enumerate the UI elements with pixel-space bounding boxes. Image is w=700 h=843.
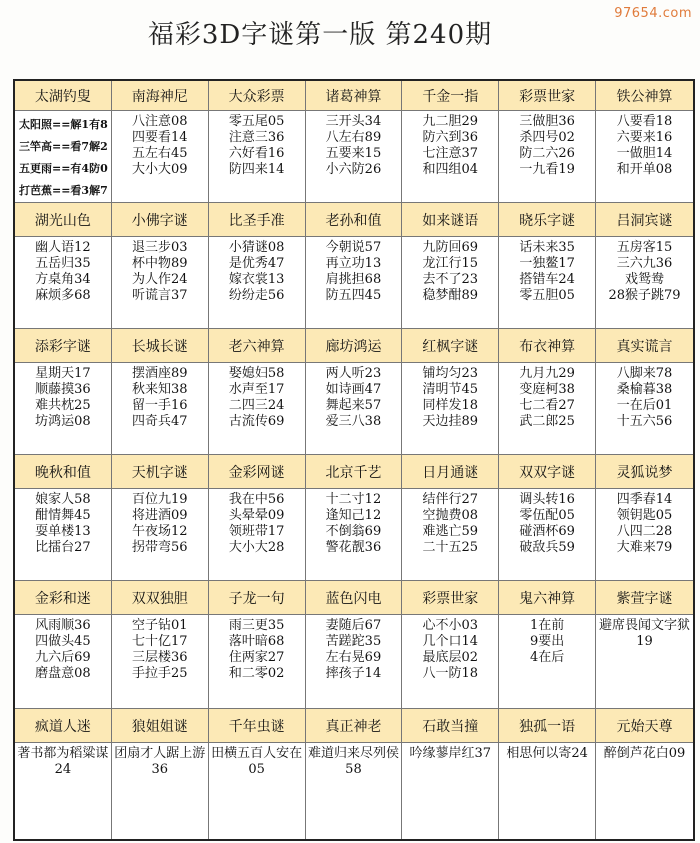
puzzle-line: 19	[636, 634, 653, 650]
puzzle-cell	[402, 489, 499, 580]
puzzle-cell	[596, 237, 693, 328]
puzzle-line: 和开单08	[616, 162, 673, 177]
puzzle-cell	[15, 237, 112, 328]
content-row	[15, 237, 693, 328]
puzzle-line: 龙江行15	[422, 256, 479, 271]
puzzle-line: 是优秀47	[228, 256, 285, 271]
column-header: 真实谎言	[596, 329, 693, 363]
header-row	[15, 203, 693, 237]
puzzle-line: 五房客15	[616, 240, 673, 255]
puzzle-line: 话未来35	[519, 240, 575, 255]
puzzle-cell	[15, 111, 112, 202]
puzzle-line: 午夜场12	[131, 524, 188, 540]
puzzle-line: 苦蹉跎35	[325, 634, 382, 650]
puzzle-cell	[112, 111, 209, 202]
puzzle-cell	[596, 363, 693, 454]
content-row	[15, 111, 693, 202]
header-row	[15, 329, 693, 363]
puzzle-line: 团扇才人踞上游36	[114, 746, 206, 778]
puzzle-line: 十二寸12	[325, 492, 382, 508]
puzzle-line: 六要来16	[616, 130, 673, 145]
column-header: 布衣神算	[499, 329, 596, 363]
puzzle-line: 星期天17	[35, 366, 91, 382]
column-header: 南海神尼	[112, 81, 209, 111]
column-header: 真正神老	[306, 709, 403, 743]
puzzle-line: 同样发18	[422, 398, 479, 414]
column-header: 元始天尊	[596, 709, 693, 743]
puzzle-line: 头晕晕09	[228, 508, 285, 524]
site-watermark: 97654.com	[614, 6, 692, 21]
puzzle-line: 杯中物89	[131, 256, 188, 271]
puzzle-line: 二四三24	[228, 398, 285, 414]
content-row	[15, 363, 693, 454]
puzzle-line: 一独鳌17	[519, 256, 575, 271]
puzzle-line: 听谎言37	[131, 288, 188, 303]
puzzle-cell	[112, 489, 209, 580]
puzzle-line: 调头转16	[519, 492, 575, 508]
puzzle-line: 为人作24	[131, 272, 188, 287]
puzzle-cell	[209, 489, 306, 580]
puzzle-line: 三竿高==看7解2	[19, 140, 108, 153]
header-row	[15, 81, 693, 111]
puzzle-line: 五要来15	[325, 146, 382, 161]
column-header: 吕洞宾谜	[596, 203, 693, 237]
puzzle-cell	[306, 237, 403, 328]
puzzle-line: 注意三36	[228, 130, 285, 145]
puzzle-line: 领钥匙05	[616, 508, 673, 524]
puzzle-cell	[499, 363, 596, 454]
puzzle-line: 大难来79	[616, 540, 673, 556]
column-header: 大众彩票	[209, 81, 306, 111]
column-header: 湖光山色	[15, 203, 112, 237]
puzzle-line: 去不了23	[422, 272, 479, 287]
table-block	[15, 581, 693, 709]
puzzle-line: 田横五百人安在05	[211, 746, 303, 778]
column-header: 红枫字谜	[402, 329, 499, 363]
puzzle-line: 八脚来78	[616, 366, 673, 382]
puzzle-line: 9要出	[530, 634, 565, 650]
puzzle-cell	[15, 615, 112, 708]
puzzle-line: 爱三八38	[325, 414, 382, 430]
column-header: 日月通谜	[402, 455, 499, 489]
puzzle-line: 秋来知38	[131, 382, 188, 398]
puzzle-cell	[15, 743, 112, 839]
column-header: 金彩网谜	[209, 455, 306, 489]
puzzle-line: 退三步03	[131, 240, 188, 255]
puzzle-cell	[596, 615, 693, 708]
column-header: 晓乐字谜	[499, 203, 596, 237]
puzzle-line: 舞起来57	[325, 398, 382, 414]
table-block	[15, 203, 693, 329]
puzzle-line: 四奇兵47	[131, 414, 188, 430]
column-header: 彩票世家	[402, 581, 499, 615]
puzzle-line: 避席畏闻文字狱	[598, 618, 690, 634]
puzzle-line: 难逃亡59	[422, 524, 479, 540]
column-header: 太湖钓叟	[15, 81, 112, 111]
puzzle-line: 六好看16	[228, 146, 285, 161]
content-row	[15, 615, 693, 708]
puzzle-line: 九防回69	[422, 240, 479, 255]
puzzle-line: 清明节45	[422, 382, 479, 398]
puzzle-line: 戏鸳鸯	[624, 272, 664, 287]
puzzle-line: 酣情舞45	[35, 508, 91, 524]
puzzle-line: 百位九19	[131, 492, 188, 508]
puzzle-line: 妻随后67	[325, 618, 382, 634]
puzzle-line: 小六防26	[325, 162, 382, 177]
puzzle-line: 住两家27	[228, 650, 285, 666]
puzzle-cell	[402, 111, 499, 202]
puzzle-cell	[402, 237, 499, 328]
content-row	[15, 489, 693, 580]
puzzle-line: 五更雨==有4防0	[19, 162, 108, 175]
puzzle-line: 三做胆36	[519, 114, 575, 129]
column-header: 长城长谜	[112, 329, 209, 363]
column-header: 小佛字谜	[112, 203, 209, 237]
puzzle-line: 难共枕25	[35, 398, 91, 414]
column-header: 灵狐说梦	[596, 455, 693, 489]
puzzle-line: 娶媳妇58	[228, 366, 285, 382]
column-header: 添彩字谜	[15, 329, 112, 363]
puzzle-line: 再立功13	[325, 256, 382, 271]
puzzle-line: 零五尾05	[228, 114, 285, 129]
puzzle-line: 肩挑担68	[325, 272, 382, 287]
column-header: 老孙和值	[306, 203, 403, 237]
puzzle-line: 我在中56	[228, 492, 285, 508]
puzzle-line: 和二零02	[228, 666, 285, 682]
puzzle-line: 娘家人58	[35, 492, 91, 508]
column-header: 晚秋和值	[15, 455, 112, 489]
table-block	[15, 455, 693, 581]
puzzle-cell	[306, 615, 403, 708]
puzzle-line: 三层楼36	[131, 650, 188, 666]
puzzle-line: 空抛费08	[422, 508, 479, 524]
puzzle-line: 大小大09	[131, 162, 188, 177]
puzzle-line: 和四组04	[422, 162, 479, 177]
header-row	[15, 455, 693, 489]
puzzle-table	[13, 79, 695, 841]
puzzle-cell	[499, 489, 596, 580]
puzzle-line: 今朝说57	[325, 240, 382, 255]
puzzle-line: 五左右45	[131, 146, 188, 161]
puzzle-line: 一在后01	[616, 398, 673, 414]
puzzle-cell	[112, 743, 209, 839]
puzzle-line: 纷纷走56	[228, 288, 285, 303]
puzzle-line: 七十亿17	[131, 634, 188, 650]
table-block	[15, 329, 693, 455]
column-header: 疯道人迷	[15, 709, 112, 743]
puzzle-line: 警花靓36	[325, 540, 382, 556]
puzzle-line: 八一防18	[422, 666, 479, 682]
puzzle-line: 相思何以寄24	[506, 746, 588, 762]
puzzle-line: 幽人语12	[35, 240, 91, 255]
puzzle-line: 铺均匀23	[422, 366, 479, 382]
table-block	[15, 709, 693, 839]
puzzle-cell	[499, 111, 596, 202]
puzzle-line: 天边挂89	[422, 414, 479, 430]
puzzle-line: 防六到36	[422, 130, 479, 145]
puzzle-line: 小猜谜08	[228, 240, 285, 255]
puzzle-line: 比擂台27	[35, 540, 91, 556]
puzzle-line: 1在前	[530, 618, 565, 634]
puzzle-cell	[209, 743, 306, 839]
puzzle-line: 顺藤摸36	[35, 382, 91, 398]
column-header: 诸葛神算	[306, 81, 403, 111]
puzzle-cell	[112, 237, 209, 328]
puzzle-line: 四季春14	[616, 492, 673, 508]
puzzle-line: 七注意37	[422, 146, 479, 161]
puzzle-line: 醉倒芦花白09	[603, 746, 686, 762]
header-row	[15, 581, 693, 615]
puzzle-cell	[499, 615, 596, 708]
puzzle-line: 结伴行27	[422, 492, 479, 508]
puzzle-line: 左右晃69	[325, 650, 382, 666]
puzzle-cell	[112, 363, 209, 454]
puzzle-line: 逢知己12	[325, 508, 382, 524]
puzzle-cell	[499, 237, 596, 328]
column-header: 彩票世家	[499, 81, 596, 111]
column-header: 千年虫谜	[209, 709, 306, 743]
header-row	[15, 709, 693, 743]
puzzle-line: 九月九29	[519, 366, 575, 382]
puzzle-line: 磨盘意08	[35, 666, 91, 682]
table-block	[15, 81, 693, 203]
puzzle-cell	[596, 489, 693, 580]
puzzle-line: 防五四45	[325, 288, 382, 303]
column-header: 独孤一语	[499, 709, 596, 743]
puzzle-line: 领班带17	[228, 524, 285, 540]
column-header: 蓝色闪电	[306, 581, 403, 615]
puzzle-line: 空子钻01	[131, 618, 188, 634]
puzzle-line: 雨三更35	[228, 618, 285, 634]
column-header: 双双独胆	[112, 581, 209, 615]
puzzle-line: 二十五25	[422, 540, 479, 556]
puzzle-line: 难道归来尽列侯58	[307, 746, 399, 778]
puzzle-line: 古流传69	[228, 414, 285, 430]
column-header: 金彩和迷	[15, 581, 112, 615]
puzzle-line: 打芭蕉==看3解7	[19, 184, 108, 197]
puzzle-cell	[596, 743, 693, 839]
puzzle-line: 五岳归35	[35, 256, 91, 271]
puzzle-line: 搭错车24	[519, 272, 575, 287]
puzzle-cell	[15, 363, 112, 454]
puzzle-line: 八注意08	[131, 114, 188, 129]
puzzle-cell	[499, 743, 596, 839]
puzzle-line: 防二六26	[519, 146, 575, 161]
puzzle-line: 十五六56	[616, 414, 673, 430]
puzzle-cell	[402, 743, 499, 839]
puzzle-line: 零五胆05	[519, 288, 575, 303]
puzzle-line: 最底层02	[422, 650, 479, 666]
puzzle-line: 不倒翁69	[325, 524, 382, 540]
puzzle-cell	[209, 237, 306, 328]
puzzle-cell	[306, 363, 403, 454]
column-header: 鬼六神算	[499, 581, 596, 615]
puzzle-line: 桑榆暮38	[616, 382, 673, 398]
puzzle-line: 三六九36	[616, 256, 673, 271]
column-header: 紫萱字谜	[596, 581, 693, 615]
puzzle-line: 一九看19	[519, 162, 575, 177]
column-header: 北京千艺	[306, 455, 403, 489]
puzzle-line: 防四来14	[228, 162, 285, 177]
puzzle-line: 碰酒杯69	[519, 524, 575, 540]
column-header: 狼姐姐谜	[112, 709, 209, 743]
puzzle-line: 落叶暗68	[228, 634, 285, 650]
puzzle-line: 心不小03	[422, 618, 479, 634]
puzzle-line: 大小大28	[228, 540, 285, 556]
column-header: 千金一指	[402, 81, 499, 111]
puzzle-line: 风雨顺36	[35, 618, 91, 634]
puzzle-cell	[209, 111, 306, 202]
puzzle-line: 吟缘蓼岸红37	[409, 746, 492, 762]
puzzle-cell	[306, 111, 403, 202]
puzzle-line: 三开头34	[325, 114, 382, 129]
puzzle-line: 一做胆14	[616, 146, 673, 161]
puzzle-line: 八四二28	[616, 524, 673, 540]
puzzle-cell	[209, 363, 306, 454]
puzzle-cell	[402, 363, 499, 454]
puzzle-line: 武二郎25	[519, 414, 575, 430]
column-header: 天机字谜	[112, 455, 209, 489]
puzzle-line: 八左右89	[325, 130, 382, 145]
puzzle-line: 留一手16	[131, 398, 188, 414]
puzzle-line: 坊鸿运08	[35, 414, 91, 430]
puzzle-line: 手拉手25	[131, 666, 188, 682]
puzzle-line: 九二胆29	[422, 114, 479, 129]
column-header: 双双字谜	[499, 455, 596, 489]
puzzle-line: 方桌角34	[35, 272, 91, 287]
puzzle-cell	[402, 615, 499, 708]
puzzle-line: 稳梦酣89	[422, 288, 479, 303]
puzzle-line: 拐带弯56	[131, 540, 188, 556]
puzzle-cell	[15, 489, 112, 580]
puzzle-line: 4在后	[530, 650, 565, 666]
puzzle-line: 水声至17	[228, 382, 285, 398]
puzzle-cell	[306, 743, 403, 839]
puzzle-line: 九六后69	[35, 650, 91, 666]
puzzle-cell	[209, 615, 306, 708]
puzzle-line: 几个口14	[422, 634, 479, 650]
column-header: 比圣手准	[209, 203, 306, 237]
puzzle-line: 破敌兵59	[519, 540, 575, 556]
puzzle-line: 变庭柯38	[519, 382, 575, 398]
puzzle-line: 七二看27	[519, 398, 575, 414]
puzzle-line: 杀四号02	[519, 130, 575, 145]
puzzle-cell	[112, 615, 209, 708]
page-title: 福彩3D字谜第一版 第240期	[147, 20, 493, 50]
puzzle-line: 四要看14	[131, 130, 188, 145]
puzzle-line: 八要看18	[616, 114, 673, 129]
puzzle-line: 28猴子跳79	[608, 288, 681, 303]
column-header: 子龙一句	[209, 581, 306, 615]
puzzle-line: 麻烦多68	[35, 288, 91, 303]
puzzle-line: 摆酒座89	[131, 366, 188, 382]
puzzle-line: 太阳照==解1有8	[19, 118, 108, 131]
puzzle-line: 零伍配05	[519, 508, 575, 524]
column-header: 如来谜语	[402, 203, 499, 237]
puzzle-cell	[596, 111, 693, 202]
puzzle-line: 四做头45	[35, 634, 91, 650]
puzzle-line: 摔孩子14	[325, 666, 382, 682]
column-header: 廊坊鸿运	[306, 329, 403, 363]
column-header: 铁公神算	[596, 81, 693, 111]
content-row	[15, 743, 693, 839]
puzzle-cell	[306, 489, 403, 580]
column-header: 石敢当撞	[402, 709, 499, 743]
puzzle-line: 嫁衣裳13	[228, 272, 285, 287]
puzzle-line: 著书都为稻粱谋24	[17, 746, 109, 778]
puzzle-line: 将进酒09	[131, 508, 188, 524]
puzzle-line: 耍单楼13	[35, 524, 91, 540]
puzzle-line: 如诗画47	[325, 382, 382, 398]
puzzle-line: 两人听23	[325, 366, 382, 382]
column-header: 老六神算	[209, 329, 306, 363]
